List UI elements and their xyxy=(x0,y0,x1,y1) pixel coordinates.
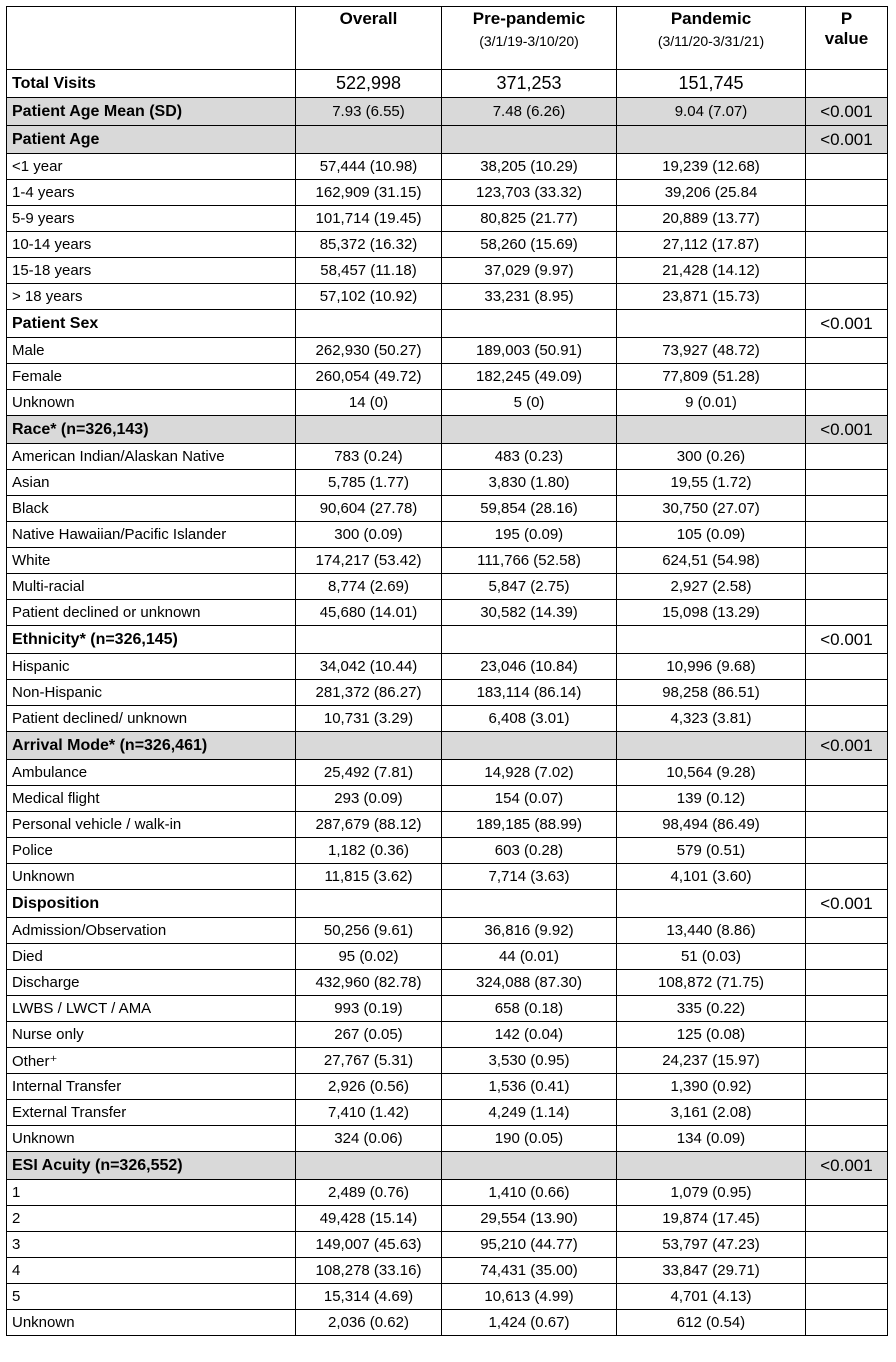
cell-pandemic: 33,847 (29.71) xyxy=(617,1258,806,1284)
table-row xyxy=(7,206,888,232)
cell-overall: 95 (0.02) xyxy=(296,944,442,970)
section-header-row xyxy=(7,126,888,154)
cell-pre-pandemic: 3,530 (0.95) xyxy=(442,1048,617,1074)
table-row xyxy=(7,444,888,470)
cell-pandemic: 579 (0.51) xyxy=(617,838,806,864)
cell-overall: 14 (0) xyxy=(296,390,442,416)
table-row xyxy=(7,390,888,416)
cell-pre-pandemic: 80,825 (21.77) xyxy=(442,206,617,232)
cell-pre-pandemic: 190 (0.05) xyxy=(442,1126,617,1152)
section-header-row xyxy=(7,310,888,338)
cell-pandemic: 9 (0.01) xyxy=(617,390,806,416)
table-row xyxy=(7,1232,888,1258)
row-label: Patient declined/ unknown xyxy=(7,706,296,732)
cell-pre-pandemic: 30,582 (14.39) xyxy=(442,600,617,626)
cell-overall: 2,489 (0.76) xyxy=(296,1180,442,1206)
row-label: Patient Age Mean (SD) xyxy=(7,98,296,126)
cell-p-value xyxy=(806,1048,888,1074)
cell-p-value xyxy=(806,1258,888,1284)
table-row xyxy=(7,786,888,812)
section-header-row xyxy=(7,626,888,654)
cell-p-value xyxy=(806,522,888,548)
cell-pre-pandemic: 7,714 (3.63) xyxy=(442,864,617,890)
cell-pandemic: 151,745 xyxy=(617,70,806,98)
cell-pandemic: 624,51 (54.98) xyxy=(617,548,806,574)
cell-overall: 57,444 (10.98) xyxy=(296,154,442,180)
row-label: Personal vehicle / walk-in xyxy=(7,812,296,838)
cell-p-value xyxy=(806,838,888,864)
row-label: Multi-racial xyxy=(7,574,296,600)
cell-p-value xyxy=(806,996,888,1022)
header-row xyxy=(7,7,888,70)
cell-pandemic: 4,323 (3.81) xyxy=(617,706,806,732)
table-row xyxy=(7,1074,888,1100)
cell-p-value xyxy=(806,1180,888,1206)
row-label: Unknown xyxy=(7,1126,296,1152)
cell-overall: 281,372 (86.27) xyxy=(296,680,442,706)
cell-overall: 783 (0.24) xyxy=(296,444,442,470)
cell-overall: 85,372 (16.32) xyxy=(296,232,442,258)
cell-pandemic xyxy=(617,626,806,654)
cell-p-value: <0.001 xyxy=(806,1152,888,1180)
cell-pandemic: 108,872 (71.75) xyxy=(617,970,806,996)
table-row xyxy=(7,996,888,1022)
cell-p-value: <0.001 xyxy=(806,416,888,444)
cell-pandemic: 134 (0.09) xyxy=(617,1126,806,1152)
cell-pre-pandemic: 95,210 (44.77) xyxy=(442,1232,617,1258)
cell-pandemic: 2,927 (2.58) xyxy=(617,574,806,600)
table-row xyxy=(7,838,888,864)
cell-pandemic: 105 (0.09) xyxy=(617,522,806,548)
cell-pre-pandemic: 23,046 (10.84) xyxy=(442,654,617,680)
cell-pandemic: 51 (0.03) xyxy=(617,944,806,970)
cell-pandemic: 13,440 (8.86) xyxy=(617,918,806,944)
cell-pre-pandemic: 5 (0) xyxy=(442,390,617,416)
cell-pandemic: 1,390 (0.92) xyxy=(617,1074,806,1100)
cell-overall: 993 (0.19) xyxy=(296,996,442,1022)
cell-p-value xyxy=(806,284,888,310)
table-row xyxy=(7,970,888,996)
cell-overall: 324 (0.06) xyxy=(296,1126,442,1152)
cell-p-value xyxy=(806,338,888,364)
table-row xyxy=(7,1284,888,1310)
cell-p-value: <0.001 xyxy=(806,98,888,126)
cell-overall: 108,278 (33.16) xyxy=(296,1258,442,1284)
row-label: Native Hawaiian/Pacific Islander xyxy=(7,522,296,548)
cell-pre-pandemic: 1,424 (0.67) xyxy=(442,1310,617,1336)
table-row xyxy=(7,1258,888,1284)
row-label: Admission/Observation xyxy=(7,918,296,944)
section-header-row xyxy=(7,416,888,444)
cell-p-value xyxy=(806,760,888,786)
cell-pre-pandemic: 74,431 (35.00) xyxy=(442,1258,617,1284)
cell-p-value xyxy=(806,1310,888,1336)
row-label: White xyxy=(7,548,296,574)
cell-overall xyxy=(296,126,442,154)
cell-overall: 49,428 (15.14) xyxy=(296,1206,442,1232)
cell-p-value xyxy=(806,786,888,812)
table-row xyxy=(7,706,888,732)
cell-overall: 432,960 (82.78) xyxy=(296,970,442,996)
cell-overall: 34,042 (10.44) xyxy=(296,654,442,680)
row-label: Unknown xyxy=(7,390,296,416)
cell-pre-pandemic: 4,249 (1.14) xyxy=(442,1100,617,1126)
row-label: Male xyxy=(7,338,296,364)
header-pandemic-dates: (3/11/20-3/31/21) xyxy=(657,33,765,49)
cell-p-value xyxy=(806,548,888,574)
cell-p-value xyxy=(806,364,888,390)
cell-pandemic: 19,55 (1.72) xyxy=(617,470,806,496)
cell-pre-pandemic: 3,830 (1.80) xyxy=(442,470,617,496)
cell-p-value xyxy=(806,654,888,680)
cell-p-value: <0.001 xyxy=(806,626,888,654)
row-label: 15-18 years xyxy=(7,258,296,284)
section-header-row xyxy=(7,732,888,760)
cell-pre-pandemic xyxy=(442,732,617,760)
cell-pandemic: 4,101 (3.60) xyxy=(617,864,806,890)
row-label: Hispanic xyxy=(7,654,296,680)
cell-pre-pandemic: 182,245 (49.09) xyxy=(442,364,617,390)
cell-pandemic: 300 (0.26) xyxy=(617,444,806,470)
row-label: Patient Sex xyxy=(7,310,296,338)
cell-p-value xyxy=(806,470,888,496)
table-row xyxy=(7,1206,888,1232)
table-row xyxy=(7,1022,888,1048)
cell-overall: 10,731 (3.29) xyxy=(296,706,442,732)
cell-pandemic xyxy=(617,890,806,918)
cell-pandemic xyxy=(617,310,806,338)
cell-pandemic xyxy=(617,126,806,154)
cell-p-value xyxy=(806,970,888,996)
row-label: Race* (n=326,143) xyxy=(7,416,296,444)
cell-overall xyxy=(296,732,442,760)
cell-p-value xyxy=(806,390,888,416)
cell-overall: 57,102 (10.92) xyxy=(296,284,442,310)
table-row xyxy=(7,1180,888,1206)
table-row xyxy=(7,496,888,522)
cell-pandemic: 10,996 (9.68) xyxy=(617,654,806,680)
section-header-row xyxy=(7,890,888,918)
row-label: 10-14 years xyxy=(7,232,296,258)
table-row xyxy=(7,548,888,574)
cell-overall: 522,998 xyxy=(296,70,442,98)
cell-p-value: <0.001 xyxy=(806,732,888,760)
cell-pre-pandemic xyxy=(442,126,617,154)
cell-p-value xyxy=(806,1284,888,1310)
row-label: Disposition xyxy=(7,890,296,918)
row-label: Patient Age xyxy=(7,126,296,154)
row-label: 3 xyxy=(7,1232,296,1258)
table-row xyxy=(7,1048,888,1074)
row-label: Died xyxy=(7,944,296,970)
cell-pandemic: 335 (0.22) xyxy=(617,996,806,1022)
table-row xyxy=(7,180,888,206)
cell-p-value xyxy=(806,444,888,470)
cell-pre-pandemic xyxy=(442,416,617,444)
cell-overall: 25,492 (7.81) xyxy=(296,760,442,786)
cell-overall: 5,785 (1.77) xyxy=(296,470,442,496)
table-row xyxy=(7,258,888,284)
row-label: 1-4 years xyxy=(7,180,296,206)
cell-overall: 58,457 (11.18) xyxy=(296,258,442,284)
cell-overall: 7,410 (1.42) xyxy=(296,1100,442,1126)
row-label: External Transfer xyxy=(7,1100,296,1126)
cell-pre-pandemic: 195 (0.09) xyxy=(442,522,617,548)
cell-pandemic: 10,564 (9.28) xyxy=(617,760,806,786)
header-pre-pandemic: Pre-pandemic (3/1/19-3/10/20) xyxy=(442,7,617,70)
cell-pre-pandemic: 33,231 (8.95) xyxy=(442,284,617,310)
cell-pre-pandemic: 189,003 (50.91) xyxy=(442,338,617,364)
cell-pandemic: 19,874 (17.45) xyxy=(617,1206,806,1232)
row-label: Nurse only xyxy=(7,1022,296,1048)
cell-p-value xyxy=(806,70,888,98)
table-row xyxy=(7,1126,888,1152)
cell-p-value: <0.001 xyxy=(806,890,888,918)
cell-p-value xyxy=(806,680,888,706)
cell-overall: 162,909 (31.15) xyxy=(296,180,442,206)
cell-overall xyxy=(296,890,442,918)
table-row xyxy=(7,918,888,944)
cell-pre-pandemic: 37,029 (9.97) xyxy=(442,258,617,284)
row-label: Internal Transfer xyxy=(7,1074,296,1100)
row-label: American Indian/Alaskan Native xyxy=(7,444,296,470)
table-row xyxy=(7,154,888,180)
cell-pre-pandemic: 189,185 (88.99) xyxy=(442,812,617,838)
cell-p-value xyxy=(806,258,888,284)
cell-pandemic: 9.04 (7.07) xyxy=(617,98,806,126)
row-label: Total Visits xyxy=(7,70,296,98)
cell-p-value xyxy=(806,180,888,206)
row-label: Discharge xyxy=(7,970,296,996)
cell-overall: 1,182 (0.36) xyxy=(296,838,442,864)
cell-overall xyxy=(296,310,442,338)
row-label: > 18 years xyxy=(7,284,296,310)
cell-pre-pandemic: 483 (0.23) xyxy=(442,444,617,470)
cell-overall: 45,680 (14.01) xyxy=(296,600,442,626)
cell-p-value xyxy=(806,812,888,838)
row-label: 1 xyxy=(7,1180,296,1206)
cell-pandemic: 24,237 (15.97) xyxy=(617,1048,806,1074)
cell-p-value xyxy=(806,574,888,600)
cell-pre-pandemic: 123,703 (33.32) xyxy=(442,180,617,206)
cell-p-value xyxy=(806,944,888,970)
cell-p-value xyxy=(806,154,888,180)
cell-pandemic: 23,871 (15.73) xyxy=(617,284,806,310)
table-row xyxy=(7,944,888,970)
cell-pandemic: 21,428 (14.12) xyxy=(617,258,806,284)
cell-pandemic: 30,750 (27.07) xyxy=(617,496,806,522)
row-label: 5-9 years xyxy=(7,206,296,232)
row-label: LWBS / LWCT / AMA xyxy=(7,996,296,1022)
cell-pandemic: 612 (0.54) xyxy=(617,1310,806,1336)
row-label: Ethnicity* (n=326,145) xyxy=(7,626,296,654)
cell-overall xyxy=(296,416,442,444)
cell-overall xyxy=(296,626,442,654)
table-row xyxy=(7,600,888,626)
cell-pandemic: 1,079 (0.95) xyxy=(617,1180,806,1206)
cell-overall: 2,036 (0.62) xyxy=(296,1310,442,1336)
cell-overall: 260,054 (49.72) xyxy=(296,364,442,390)
cell-pre-pandemic xyxy=(442,626,617,654)
row-label: Black xyxy=(7,496,296,522)
cell-pandemic: 125 (0.08) xyxy=(617,1022,806,1048)
cell-p-value xyxy=(806,1100,888,1126)
cell-pandemic: 39,206 (25.84 xyxy=(617,180,806,206)
cell-overall: 7.93 (6.55) xyxy=(296,98,442,126)
table-row xyxy=(7,654,888,680)
cell-p-value xyxy=(806,1232,888,1258)
cell-p-value xyxy=(806,1206,888,1232)
table-row xyxy=(7,812,888,838)
cell-p-value xyxy=(806,600,888,626)
cell-pandemic: 27,112 (17.87) xyxy=(617,232,806,258)
table-row xyxy=(7,284,888,310)
cell-p-value xyxy=(806,1126,888,1152)
cell-pre-pandemic: 1,536 (0.41) xyxy=(442,1074,617,1100)
cell-overall: 267 (0.05) xyxy=(296,1022,442,1048)
cell-p-value xyxy=(806,1074,888,1100)
cell-pre-pandemic: 36,816 (9.92) xyxy=(442,918,617,944)
cell-overall: 287,679 (88.12) xyxy=(296,812,442,838)
cell-pandemic: 53,797 (47.23) xyxy=(617,1232,806,1258)
cell-overall: 293 (0.09) xyxy=(296,786,442,812)
cell-pre-pandemic: 371,253 xyxy=(442,70,617,98)
header-p-value: P value xyxy=(806,7,888,70)
table-row xyxy=(7,680,888,706)
cell-overall xyxy=(296,1152,442,1180)
cell-pandemic: 15,098 (13.29) xyxy=(617,600,806,626)
cell-pre-pandemic: 6,408 (3.01) xyxy=(442,706,617,732)
cell-pre-pandemic: 1,410 (0.66) xyxy=(442,1180,617,1206)
cell-p-value xyxy=(806,496,888,522)
row-label: 4 xyxy=(7,1258,296,1284)
cell-p-value xyxy=(806,206,888,232)
row-label: Police xyxy=(7,838,296,864)
row-label: Medical flight xyxy=(7,786,296,812)
visit-characteristics-table xyxy=(6,6,888,1336)
section-header-row xyxy=(7,1152,888,1180)
table-row xyxy=(7,574,888,600)
cell-pre-pandemic: 14,928 (7.02) xyxy=(442,760,617,786)
cell-p-value: <0.001 xyxy=(806,310,888,338)
cell-pre-pandemic: 324,088 (87.30) xyxy=(442,970,617,996)
cell-overall: 2,926 (0.56) xyxy=(296,1074,442,1100)
cell-pandemic: 139 (0.12) xyxy=(617,786,806,812)
row-label: Patient declined or unknown xyxy=(7,600,296,626)
cell-overall: 15,314 (4.69) xyxy=(296,1284,442,1310)
cell-overall: 27,767 (5.31) xyxy=(296,1048,442,1074)
cell-pre-pandemic: 658 (0.18) xyxy=(442,996,617,1022)
table-row xyxy=(7,1100,888,1126)
cell-p-value xyxy=(806,232,888,258)
table-row xyxy=(7,760,888,786)
table-row xyxy=(7,864,888,890)
cell-pandemic: 20,889 (13.77) xyxy=(617,206,806,232)
table-row xyxy=(7,470,888,496)
row-label: 5 xyxy=(7,1284,296,1310)
cell-pandemic xyxy=(617,732,806,760)
cell-pandemic: 3,161 (2.08) xyxy=(617,1100,806,1126)
table-row xyxy=(7,232,888,258)
cell-pandemic: 73,927 (48.72) xyxy=(617,338,806,364)
cell-pandemic xyxy=(617,1152,806,1180)
cell-p-value: <0.001 xyxy=(806,126,888,154)
cell-pre-pandemic: 603 (0.28) xyxy=(442,838,617,864)
cell-p-value xyxy=(806,864,888,890)
cell-pre-pandemic: 183,114 (86.14) xyxy=(442,680,617,706)
cell-pre-pandemic: 5,847 (2.75) xyxy=(442,574,617,600)
table-row xyxy=(7,338,888,364)
cell-pre-pandemic: 58,260 (15.69) xyxy=(442,232,617,258)
table-row xyxy=(7,1310,888,1336)
cell-pre-pandemic xyxy=(442,1152,617,1180)
cell-overall: 50,256 (9.61) xyxy=(296,918,442,944)
header-pandemic: Pandemic (3/11/20-3/31/21) xyxy=(617,7,806,70)
cell-pre-pandemic: 7.48 (6.26) xyxy=(442,98,617,126)
header-corner xyxy=(7,7,296,70)
cell-overall: 8,774 (2.69) xyxy=(296,574,442,600)
cell-p-value xyxy=(806,1022,888,1048)
row-label: Arrival Mode* (n=326,461) xyxy=(7,732,296,760)
row-label: <1 year xyxy=(7,154,296,180)
cell-pandemic: 19,239 (12.68) xyxy=(617,154,806,180)
row-label: Asian xyxy=(7,470,296,496)
cell-pre-pandemic: 29,554 (13.90) xyxy=(442,1206,617,1232)
cell-pandemic: 98,494 (86.49) xyxy=(617,812,806,838)
table-row xyxy=(7,522,888,548)
cell-overall: 101,714 (19.45) xyxy=(296,206,442,232)
row-label: Other⁺ xyxy=(7,1048,296,1074)
header-pre-pandemic-dates: (3/1/19-3/10/20) xyxy=(479,33,579,49)
cell-pre-pandemic: 10,613 (4.99) xyxy=(442,1284,617,1310)
cell-overall: 174,217 (53.42) xyxy=(296,548,442,574)
cell-pre-pandemic xyxy=(442,890,617,918)
cell-pandemic xyxy=(617,416,806,444)
row-label: Unknown xyxy=(7,864,296,890)
cell-pre-pandemic: 111,766 (52.58) xyxy=(442,548,617,574)
cell-pre-pandemic: 154 (0.07) xyxy=(442,786,617,812)
cell-pre-pandemic xyxy=(442,310,617,338)
row-label: Ambulance xyxy=(7,760,296,786)
row-label: ESI Acuity (n=326,552) xyxy=(7,1152,296,1180)
cell-pandemic: 98,258 (86.51) xyxy=(617,680,806,706)
row-label: Female xyxy=(7,364,296,390)
cell-overall: 90,604 (27.78) xyxy=(296,496,442,522)
cell-p-value xyxy=(806,918,888,944)
cell-pandemic: 77,809 (51.28) xyxy=(617,364,806,390)
cell-pre-pandemic: 59,854 (28.16) xyxy=(442,496,617,522)
cell-p-value xyxy=(806,706,888,732)
table-row xyxy=(7,364,888,390)
total-visits-row xyxy=(7,70,888,98)
cell-pandemic: 4,701 (4.13) xyxy=(617,1284,806,1310)
header-overall: Overall xyxy=(296,7,442,70)
cell-overall: 262,930 (50.27) xyxy=(296,338,442,364)
cell-pre-pandemic: 44 (0.01) xyxy=(442,944,617,970)
cell-overall: 149,007 (45.63) xyxy=(296,1232,442,1258)
section-header-row xyxy=(7,98,888,126)
cell-overall: 300 (0.09) xyxy=(296,522,442,548)
cell-pre-pandemic: 38,205 (10.29) xyxy=(442,154,617,180)
row-label: Unknown xyxy=(7,1310,296,1336)
row-label: Non-Hispanic xyxy=(7,680,296,706)
cell-overall: 11,815 (3.62) xyxy=(296,864,442,890)
row-label: 2 xyxy=(7,1206,296,1232)
cell-pre-pandemic: 142 (0.04) xyxy=(442,1022,617,1048)
